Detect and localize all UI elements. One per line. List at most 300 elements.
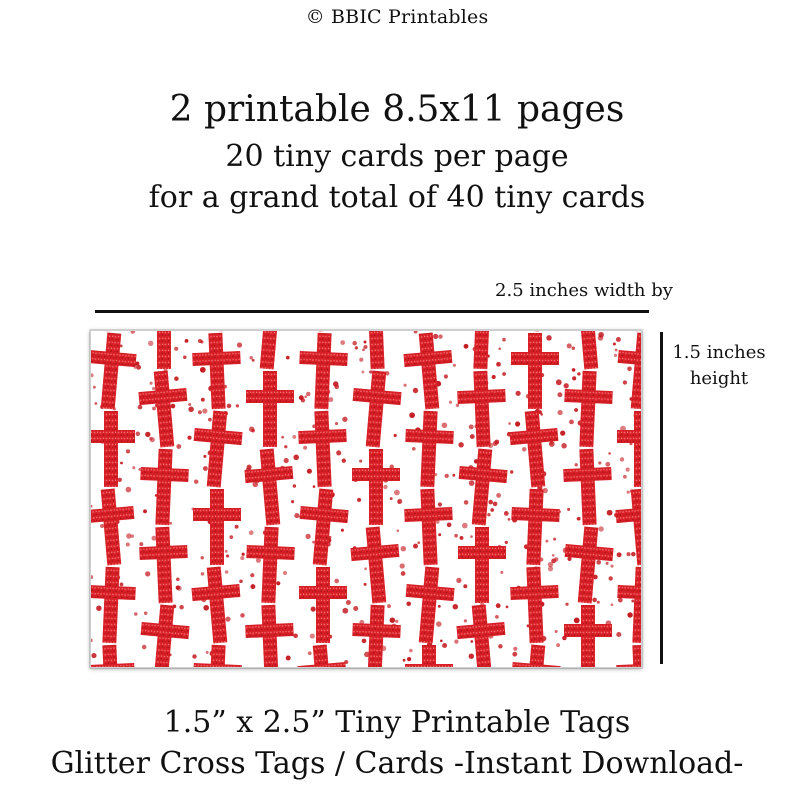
cross-icon — [403, 488, 454, 566]
glitter-dot — [609, 576, 613, 580]
cross-icon — [243, 331, 297, 371]
glitter-dot — [516, 391, 521, 396]
glitter-dot — [174, 347, 178, 351]
glitter-dot — [445, 474, 449, 478]
glitter-dot — [567, 343, 572, 348]
glitter-dot — [176, 444, 181, 449]
glitter-dot — [617, 552, 622, 557]
glitter-dot — [120, 583, 124, 587]
glitter-dot — [494, 440, 499, 445]
glitter-dot — [464, 344, 469, 349]
glitter-dot — [510, 470, 513, 473]
copyright-text: © BBIC Printables — [305, 6, 489, 28]
glitter-dot — [615, 349, 618, 352]
glitter-dot — [513, 647, 517, 651]
cross-icon — [138, 526, 189, 604]
glitter-dot — [620, 457, 624, 461]
glitter-dot — [203, 455, 206, 458]
glitter-dot — [394, 490, 400, 496]
glitter-dot — [95, 402, 98, 405]
glitter-dot — [225, 570, 228, 573]
glitter-dot — [577, 517, 580, 520]
glitter-dot — [303, 446, 307, 450]
cross-icon — [458, 527, 506, 603]
glitter-dot — [496, 362, 501, 367]
glitter-dot — [522, 447, 527, 452]
glitter-dot — [342, 459, 346, 463]
glitter-dot — [413, 388, 418, 393]
glitter-dot — [493, 502, 498, 507]
glitter-dot — [440, 639, 443, 642]
glitter-dot — [631, 552, 636, 557]
glitter-dot — [444, 374, 448, 378]
cross-icon — [296, 643, 350, 667]
glitter-dot — [334, 579, 339, 584]
cross-icon — [349, 525, 403, 605]
glitter-dot — [606, 562, 609, 565]
glitter-dot — [126, 487, 132, 493]
glitter-dot — [100, 524, 104, 528]
glitter-dot — [134, 612, 138, 616]
glitter-dot — [328, 397, 333, 402]
glitter-dot — [188, 407, 194, 413]
glitter-dot — [305, 534, 310, 539]
glitter-dot — [498, 347, 501, 350]
glitter-dot — [369, 370, 372, 373]
glitter-dot — [569, 420, 574, 425]
cross-icon — [562, 448, 613, 526]
glitter-dot — [333, 381, 338, 386]
cross-icon — [350, 604, 401, 667]
glitter-dot — [401, 571, 406, 576]
glitter-dot — [126, 449, 130, 453]
glitter-dot — [390, 617, 396, 623]
glitter-dot — [353, 606, 358, 611]
cross-icon — [511, 333, 559, 409]
glitter-dot — [91, 505, 92, 508]
cross-icon — [299, 567, 347, 643]
glitter-dot — [462, 523, 468, 529]
glitter-dot — [627, 613, 630, 616]
glitter-dot — [307, 469, 312, 474]
glitter-dot — [456, 578, 461, 583]
glitter-dot — [463, 584, 467, 588]
glitter-dot — [436, 621, 442, 627]
glitter-dot — [616, 337, 621, 342]
glitter-dot — [574, 618, 580, 624]
glitter-dot — [512, 652, 517, 657]
glitter-dot — [508, 422, 511, 425]
height-label-line-1: 1.5 inches — [672, 342, 766, 363]
glitter-dot — [605, 462, 610, 467]
cross-icon — [190, 409, 244, 489]
glitter-dot — [561, 443, 566, 448]
glitter-dot — [144, 612, 147, 615]
glitter-dot — [293, 455, 299, 461]
glitter-dot — [139, 542, 143, 546]
glitter-dot — [179, 605, 184, 610]
glitter-dot — [627, 490, 630, 493]
glitter-dot — [456, 404, 459, 407]
glitter-dot — [557, 410, 562, 415]
glitter-dot — [202, 408, 207, 413]
glitter-dot — [556, 379, 562, 385]
glitter-dot — [458, 442, 463, 447]
glitter-dot — [91, 373, 94, 377]
glitter-dot — [556, 643, 560, 647]
glitter-dot — [417, 541, 420, 544]
glitter-dot — [552, 554, 555, 557]
glitter-dot — [469, 653, 474, 658]
glitter-dot — [120, 462, 123, 465]
glitter-dot — [362, 639, 367, 644]
glitter-dot — [597, 601, 600, 604]
glitter-dot — [313, 485, 316, 488]
glitter-dot — [304, 395, 307, 398]
glitter-dot — [453, 604, 459, 610]
glitter-dot — [131, 534, 135, 538]
glitter-dot — [284, 458, 289, 463]
glitter-dot — [306, 392, 310, 396]
glitter-dot — [614, 354, 617, 357]
cross-icon — [405, 645, 453, 667]
glitter-dot — [470, 640, 473, 643]
glitter-dot — [592, 598, 597, 603]
glitter-dot — [229, 535, 233, 539]
glitter-dot — [577, 372, 580, 375]
subline-grand-total: for a grand total of 40 tiny cards — [148, 180, 646, 215]
glitter-dot — [177, 586, 182, 591]
glitter-dot — [91, 575, 93, 579]
glitter-dot — [237, 342, 242, 347]
subline-cards-per-page: 20 tiny cards per page — [225, 139, 569, 174]
glitter-dot — [249, 356, 253, 360]
glitter-dot — [250, 584, 255, 589]
glitter-dot — [310, 634, 315, 639]
glitter-dot — [464, 619, 467, 622]
glitter-dot — [438, 533, 441, 536]
glitter-dot — [293, 484, 296, 487]
cross-icon — [91, 331, 137, 332]
glitter-dot — [505, 541, 508, 544]
glitter-dot — [171, 404, 176, 409]
glitter-dot — [150, 437, 155, 442]
glitter-dot — [253, 482, 259, 488]
glitter-dot — [91, 639, 93, 643]
glitter-dot — [142, 645, 147, 650]
glitter-dot — [498, 644, 502, 648]
glitter-dot — [132, 466, 135, 469]
glitter-dot — [235, 525, 239, 529]
height-label-line-2: height — [689, 368, 749, 389]
cross-icon — [91, 566, 137, 644]
glitter-dot — [454, 534, 458, 538]
width-dimension-line — [95, 310, 649, 313]
glitter-dot — [293, 633, 298, 638]
cross-icon — [455, 447, 509, 527]
glitter-dot — [452, 474, 455, 477]
glitter-dot — [549, 441, 555, 447]
glitter-dot — [545, 540, 548, 543]
cross-icon — [296, 487, 350, 567]
glitter-dot — [135, 362, 139, 366]
glitter-dot — [291, 500, 294, 503]
glitter-dot — [225, 617, 230, 622]
glitter-dot — [312, 541, 315, 544]
glitter-dot — [496, 493, 501, 498]
glitter-dot — [239, 580, 243, 584]
glitter-dot — [176, 577, 180, 581]
glitter-dot — [447, 522, 452, 527]
glitter-dot — [407, 657, 411, 661]
glitter-dot — [355, 346, 358, 349]
glitter-dot — [400, 563, 405, 568]
glitter-dot — [201, 398, 205, 402]
glitter-dot — [574, 408, 578, 412]
cross-icon — [564, 605, 612, 667]
glitter-dot — [506, 605, 509, 608]
caption-product: Glitter Cross Tags / Cards -Instant Download- — [50, 746, 744, 781]
glitter-dot — [565, 603, 568, 606]
glitter-dot — [91, 653, 96, 658]
glitter-dot — [359, 358, 363, 362]
glitter-dot — [598, 335, 604, 341]
glitter-dot — [502, 338, 506, 342]
cross-icon — [190, 565, 244, 645]
glitter-dot — [460, 536, 464, 540]
glitter-dot — [414, 331, 418, 334]
glitter-dot — [281, 436, 284, 439]
glitter-dot — [623, 475, 627, 479]
glitter-dot — [198, 410, 202, 414]
glitter-dot — [143, 509, 147, 513]
glitter-dot — [357, 498, 361, 502]
glitter-dot — [442, 643, 447, 648]
glitter-dot — [470, 535, 473, 538]
glitter-dot — [364, 583, 367, 586]
glitter-dot — [240, 613, 245, 618]
cross-icon — [455, 603, 509, 667]
glitter-dot — [346, 600, 351, 605]
glitter-dot — [341, 529, 344, 532]
glitter-dot — [572, 368, 576, 372]
glitter-dot — [631, 600, 634, 603]
cross-icon — [138, 448, 189, 526]
glitter-dot — [610, 565, 613, 568]
cross-icon — [561, 525, 615, 605]
glitter-dot — [342, 608, 348, 614]
glitter-dot — [464, 500, 469, 505]
glitter-dot — [136, 432, 141, 437]
glitter-dot — [225, 550, 228, 553]
glitter-dot — [409, 412, 415, 418]
glitter-dot — [395, 620, 398, 623]
cross-icon — [402, 331, 456, 411]
glitter-dot — [607, 510, 613, 516]
glitter-dot — [611, 603, 614, 606]
glitter-dot — [515, 421, 520, 426]
height-dimension-line — [660, 332, 663, 664]
cross-icon — [296, 331, 350, 333]
cross-icon — [509, 566, 560, 644]
glitter-dot — [449, 401, 452, 404]
glitter-dot — [187, 436, 191, 440]
glitter-dot — [292, 435, 296, 439]
glitter-dot — [200, 340, 203, 343]
glitter-dot — [152, 407, 156, 411]
cross-icon — [91, 487, 138, 567]
glitter-dot — [359, 460, 362, 463]
glitter-dot — [294, 513, 299, 518]
glitter-dot — [145, 432, 150, 437]
glitter-dot — [226, 554, 229, 557]
cross-icon — [91, 411, 135, 487]
glitter-dot — [596, 560, 601, 565]
glitter-dot — [454, 639, 458, 643]
glitter-dot — [433, 334, 438, 339]
glitter-dot — [438, 334, 442, 338]
cross-icon — [191, 331, 242, 332]
cross-icon — [508, 331, 562, 333]
glitter-dot — [502, 372, 506, 376]
glitter-dot — [206, 651, 209, 654]
glitter-dot — [201, 572, 205, 576]
glitter-dot — [363, 345, 367, 349]
glitter-dot — [308, 651, 312, 655]
glitter-dot — [249, 427, 254, 432]
cross-icon — [456, 370, 507, 448]
glitter-dot — [487, 513, 490, 516]
glitter-dot — [442, 422, 448, 428]
glitter-dot — [470, 434, 475, 439]
cross-icon — [193, 489, 241, 565]
glitter-dot — [488, 500, 493, 505]
glitter-dot — [201, 556, 204, 559]
glitter-dot — [495, 615, 499, 619]
glitter-dot — [200, 367, 206, 373]
glitter-dot — [249, 530, 254, 535]
cross-icon — [561, 331, 615, 371]
glitter-dot — [240, 556, 244, 560]
glitter-dot — [138, 405, 143, 410]
cross-icon — [137, 369, 191, 449]
glitter-dot — [548, 562, 553, 567]
glitter-dot — [616, 632, 621, 637]
glitter-dot — [627, 367, 632, 372]
glitter-dot — [409, 649, 413, 653]
cross-icon — [615, 331, 641, 332]
glitter-dot — [387, 604, 391, 608]
glitter-dot — [364, 341, 367, 344]
cross-icon — [140, 331, 188, 369]
glitter-dot — [252, 359, 255, 362]
glitter-dot — [126, 543, 130, 547]
caption-size: 1.5” x 2.5” Tiny Printable Tags — [163, 705, 631, 740]
glitter-dot — [469, 424, 474, 429]
glitter-dot — [96, 605, 102, 611]
cross-icon — [562, 370, 613, 448]
glitter-dot — [169, 522, 172, 525]
cross-icon — [352, 449, 400, 525]
glitter-dot — [496, 603, 501, 608]
glitter-dot — [490, 508, 494, 512]
glitter-dot — [311, 607, 316, 612]
glitter-dot — [208, 418, 212, 422]
glitter-dot — [284, 445, 287, 448]
cross-icon — [617, 411, 641, 487]
glitter-dot — [403, 659, 406, 662]
glitter-dot — [131, 331, 136, 334]
cross-icon — [191, 332, 242, 410]
cross-icon — [191, 644, 242, 667]
glitter-dot — [438, 605, 441, 608]
glitter-dot — [150, 382, 153, 385]
glitter-dot — [276, 581, 280, 585]
height-dimension-label — [664, 340, 774, 392]
glitter-dot — [336, 450, 341, 455]
glitter-dot — [383, 485, 387, 489]
glitter-dot — [438, 502, 442, 506]
glitter-dot — [567, 508, 570, 511]
glitter-dot — [394, 434, 397, 437]
glitter-dot — [403, 384, 406, 387]
card-preview — [90, 330, 642, 668]
glitter-dot — [598, 461, 601, 464]
glitter-dot — [397, 499, 402, 504]
glitter-dot — [564, 383, 569, 388]
glitter-dot — [540, 413, 543, 416]
glitter-dot — [286, 356, 290, 360]
glitter-dot — [492, 375, 496, 379]
glitter-cross-pattern — [91, 331, 641, 667]
cross-icon — [91, 644, 137, 667]
glitter-dot — [572, 346, 575, 349]
glitter-dot — [364, 567, 367, 570]
glitter-dot — [555, 630, 558, 633]
glitter-dot — [117, 478, 121, 482]
glitter-dot — [469, 480, 475, 486]
cross-icon — [91, 331, 138, 411]
cross-icon — [615, 644, 641, 667]
glitter-dot — [401, 546, 406, 551]
glitter-dot — [500, 571, 503, 574]
glitter-dot — [194, 479, 198, 483]
glitter-dot — [185, 339, 189, 343]
glitter-dot — [575, 463, 578, 466]
glitter-dot — [572, 376, 576, 380]
glitter-dot — [203, 605, 209, 611]
glitter-dot — [626, 552, 630, 556]
cross-icon — [246, 371, 294, 447]
glitter-dot — [362, 348, 365, 351]
glitter-dot — [227, 404, 232, 409]
glitter-dot — [618, 598, 623, 603]
glitter-dot — [352, 341, 357, 346]
glitter-dot — [406, 602, 411, 607]
glitter-dot — [136, 365, 141, 370]
glitter-dot — [152, 387, 155, 390]
glitter-dot — [560, 430, 565, 435]
glitter-dot — [504, 511, 509, 516]
glitter-dot — [335, 422, 338, 425]
glitter-dot — [342, 417, 347, 422]
glitter-dot — [623, 380, 627, 384]
glitter-dot — [546, 335, 552, 341]
glitter-dot — [192, 654, 196, 658]
glitter-dot — [453, 364, 456, 367]
glitter-dot — [390, 497, 393, 500]
glitter-dot — [299, 395, 304, 400]
